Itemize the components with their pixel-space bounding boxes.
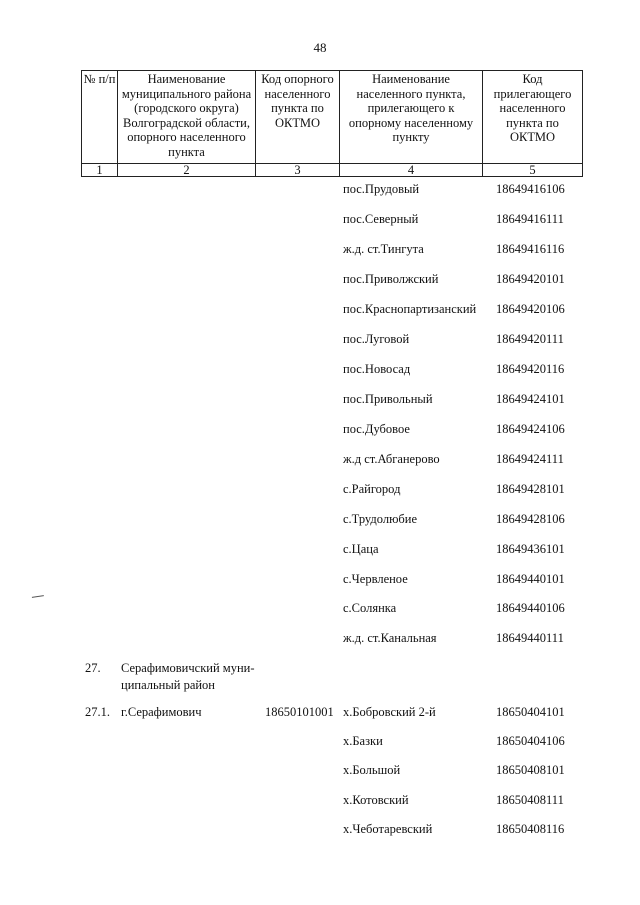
adjacent-settlement-code: 18649420101 bbox=[496, 272, 565, 286]
adjacent-settlement-name: х.Бобровский 2-й bbox=[343, 705, 436, 719]
table-row bbox=[0, 571, 640, 587]
adjacent-settlement-name: пос.Краснопартизанский bbox=[343, 302, 477, 316]
adjacent-settlement-code: 18649436101 bbox=[496, 542, 565, 556]
adjacent-settlement-name: с.Цаца bbox=[343, 542, 379, 556]
header-col-number: № п/п bbox=[82, 71, 118, 163]
adjacent-settlement-code: 18649424101 bbox=[496, 392, 565, 406]
adjacent-settlement-name: пос.Дубовое bbox=[343, 422, 410, 436]
base-settlement-name: г.Серафимович bbox=[121, 705, 202, 719]
adjacent-settlement-name: х.Базки bbox=[343, 734, 383, 748]
adjacent-settlement-code: 18650408116 bbox=[496, 822, 565, 836]
section-title-line: ципальный район bbox=[121, 678, 215, 692]
adjacent-settlement-code: 18649428106 bbox=[496, 512, 565, 526]
adjacent-settlement-name: ж.д ст.Абганерово bbox=[343, 452, 440, 466]
page-number: 48 bbox=[313, 40, 327, 55]
table-row bbox=[0, 421, 640, 437]
table-row bbox=[0, 821, 640, 837]
adjacent-settlement-name: с.Райгород bbox=[343, 482, 401, 496]
adjacent-settlement-code: 18649420106 bbox=[496, 302, 565, 316]
table-row bbox=[0, 541, 640, 557]
table-header bbox=[81, 70, 583, 177]
table-row bbox=[0, 181, 640, 197]
adjacent-settlement-code: 18649424106 bbox=[496, 422, 565, 436]
column-number: 1 bbox=[82, 164, 118, 177]
adjacent-settlement-name: х.Чеботаревский bbox=[343, 822, 433, 836]
adjacent-settlement-name: х.Большой bbox=[343, 763, 401, 777]
column-number: 2 bbox=[118, 164, 256, 177]
adjacent-settlement-code: 18649420116 bbox=[496, 362, 565, 376]
table-row bbox=[0, 331, 640, 347]
section-number: 27. bbox=[85, 661, 101, 675]
adjacent-settlement-name: пос.Новосад bbox=[343, 362, 411, 376]
adjacent-settlement-name: пос.Северный bbox=[343, 212, 419, 226]
adjacent-settlement-code: 18649440101 bbox=[496, 572, 565, 586]
adjacent-settlement-name: пос.Луговой bbox=[343, 332, 410, 346]
table-row bbox=[0, 361, 640, 377]
table-row bbox=[0, 301, 640, 317]
header-col-adjacent-name: Наименование населенного пункта, прилегающего к опорному населенному пункту bbox=[340, 71, 483, 163]
header-col-district: Наименование муниципального района (городского округа) Волгоградской области, опорного населенного пункта bbox=[118, 71, 256, 163]
table-row bbox=[0, 211, 640, 227]
table-row bbox=[0, 511, 640, 527]
adjacent-settlement-code: 18649420111 bbox=[496, 332, 564, 346]
subsection-number: 27.1. bbox=[85, 705, 110, 719]
section-title-line: Серафимовичский муни- bbox=[121, 661, 255, 675]
column-number: 4 bbox=[340, 164, 483, 177]
adjacent-settlement-name: пос.Приволжский bbox=[343, 272, 439, 286]
table-row bbox=[0, 630, 640, 646]
table-row bbox=[0, 481, 640, 497]
column-number: 5 bbox=[529, 163, 536, 177]
adjacent-settlement-code: 18649424111 bbox=[496, 452, 564, 466]
adjacent-settlement-code: 18650404106 bbox=[496, 734, 565, 748]
table-row bbox=[0, 704, 640, 720]
table-row bbox=[0, 762, 640, 778]
column-numbers-row bbox=[82, 163, 582, 177]
adjacent-settlement-code: 18649416111 bbox=[496, 212, 564, 226]
adjacent-settlement-name: пос.Привольный bbox=[343, 392, 433, 406]
header-col-adjacent-code: Код прилегающего населенного пункта по ОКТМО bbox=[493, 72, 572, 144]
header-col-base-code: Код опорного населенного пункта по ОКТМО bbox=[256, 71, 340, 163]
adjacent-settlement-code: 18650408101 bbox=[496, 763, 565, 777]
adjacent-settlement-name: с.Солянка bbox=[343, 601, 397, 615]
base-settlement-code: 18650101001 bbox=[265, 705, 334, 719]
adjacent-settlement-code: 18649440111 bbox=[496, 631, 564, 645]
column-number: 3 bbox=[256, 164, 340, 177]
table-row bbox=[0, 271, 640, 287]
adjacent-settlement-name: х.Котовский bbox=[343, 793, 409, 807]
adjacent-settlement-name: с.Трудолюбие bbox=[343, 512, 417, 526]
adjacent-settlement-name: ж.д. ст.Канальная bbox=[343, 631, 437, 645]
adjacent-settlement-code: 18649440106 bbox=[496, 601, 565, 615]
adjacent-settlement-code: 18649416106 bbox=[496, 182, 565, 196]
adjacent-settlement-code: 18650408111 bbox=[496, 793, 564, 807]
table-row bbox=[0, 792, 640, 808]
adjacent-settlement-name: с.Червленое bbox=[343, 572, 408, 586]
adjacent-settlement-code: 18649428101 bbox=[496, 482, 565, 496]
table-row bbox=[0, 600, 640, 616]
table-row bbox=[0, 451, 640, 467]
adjacent-settlement-name: ж.д. ст.Тингута bbox=[343, 242, 424, 256]
table-row bbox=[0, 733, 640, 749]
adjacent-settlement-name: пос.Прудовый bbox=[343, 182, 420, 196]
adjacent-settlement-code: 18650404101 bbox=[496, 705, 565, 719]
table-row bbox=[0, 391, 640, 407]
table-row bbox=[0, 241, 640, 257]
adjacent-settlement-code: 18649416116 bbox=[496, 242, 565, 256]
